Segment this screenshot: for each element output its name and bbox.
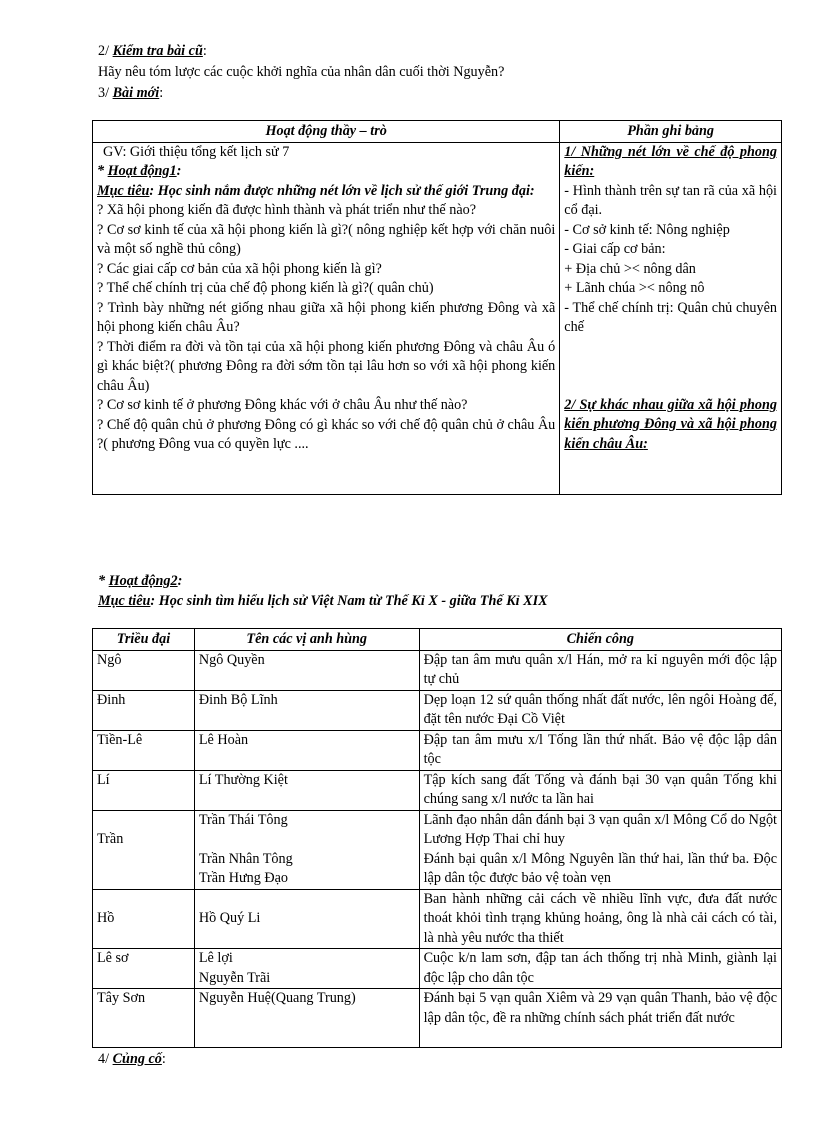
activities-cell <box>93 142 560 494</box>
intro-text: GV: Giới thiệu tổng kết lịch sử 7 <box>103 143 290 160</box>
board-point: + Địa chủ >< nông dân <box>564 260 696 277</box>
table-row <box>93 810 782 889</box>
deeds-cell: Lãnh đạo nhân dân đánh bại 3 vạn quân x/l Mông Cổ do Ngột Lương Hợp Thai chỉ huy Đánh bại quân x/l Mông Nguyên lần thứ hai, lần thứ ba. Độc lập dân tộc được bảo vệ toàn vẹn <box>419 810 781 889</box>
deeds-cell: Đánh bại 5 vạn quân Xiêm và 29 vạn quân Thanh, bảo vệ độc lập dân tộc, đề ra những chính sách phát triển đất nước <box>419 989 781 1048</box>
question-item: ? Thể chế chính trị của chế độ phong kiến là gì?( quân chủ) <box>97 280 434 296</box>
goal-text: : Học sinh tìm hiểu lịch sử Việt Nam từ Thế Kỉ X - giữa Thế Kỉ XIX <box>150 593 548 609</box>
question-item: ? Thời điểm ra đời và tồn tại của xã hội phong kiến phương Đông và châu Âu ó gì khác biệt?( phương Đông ra đời sớm tồn tại lâu hơn so với xã hội phong kiến châu Âu) <box>97 338 556 394</box>
section-number: 4/ <box>98 1051 113 1067</box>
table-header-achievements: Chiến công <box>419 629 781 651</box>
table-row <box>93 889 782 949</box>
activity1-heading: * Hoạt động1: <box>97 163 182 179</box>
question-item: ? Xã hội phong kiến đã được hình thành và phát triển như thế nào? <box>97 202 477 218</box>
table-row <box>93 770 782 810</box>
deeds-cell: Tập kích sang đất Tống và đánh bại 30 vạn quân Tống khi chúng sang x/l nước ta lần hai <box>419 770 781 810</box>
deeds-cell: Ban hành những cải cách về nhiều lĩnh vực, đưa đất nước thoát khỏi tình trạng khủng hoảng, ông là nhà cải cách có tài, là nhà yêu nước tha thiết <box>419 889 781 949</box>
dynasty-cell: Lí <box>93 770 195 810</box>
dynasty-cell: Hồ <box>93 889 195 949</box>
section-title: Bài mới <box>112 85 160 101</box>
question-item: ? Trình bày những nét giống nhau giữa xã hội phong kiến phương Đông và xã hội phong kiến châu Âu? <box>97 299 556 335</box>
heroes-cell: Đinh Bộ Lĩnh <box>194 690 419 730</box>
question-item: ? Các giai cấp cơ bản của xã hội phong kiến là gì? <box>97 260 382 277</box>
deeds-cell: Đập tan âm mưu quân x/l Hán, mở ra kỉ nguyên mới độc lập tự chủ <box>419 650 781 690</box>
deeds-cell: Dẹp loạn 12 sứ quân thống nhất đất nước, lên ngôi Hoàng đế, đặt tên nước Đại Cồ Việt <box>419 690 781 730</box>
board-point: - Hình thành trên sự tan rã của xã hội cổ đại. <box>564 182 777 218</box>
section-title: Củng cố <box>112 1051 162 1067</box>
goal-label: Mục tiêu <box>97 182 150 199</box>
dynasty-cell: Tây Sơn <box>93 989 195 1048</box>
activity1-goal <box>97 182 555 202</box>
board-heading-2: 2/ Sự khác nhau giữa xã hội phong kiến phương Đông và xã hội phong kiến châu Âu: <box>564 396 777 452</box>
dynasty-cell: Đinh <box>93 690 195 730</box>
section-heading-review: 2/ Kiểm tra bài cũ: <box>98 43 207 59</box>
heroes-cell: Trần Thái Tông Trần Nhân Tông Trần Hưng Đạo <box>194 810 419 889</box>
table-header-board-notes: Phần ghi bảng <box>560 121 782 143</box>
board-point: - Giai cấp cơ bản: <box>564 241 666 257</box>
board-point: + Lãnh chúa >< nông nô <box>564 280 705 296</box>
heroes-cell: Lí Thường Kiệt <box>194 770 419 810</box>
section-heading-consolidation: 4/ Củng cố: <box>98 1051 166 1067</box>
heroes-cell: Hồ Quý Li <box>194 889 419 949</box>
dynasty-cell: Lê sơ <box>93 949 195 989</box>
section-heading-new-lesson: 3/ Bài mới: <box>98 85 164 101</box>
deeds-cell: Đập tan âm mưu x/l Tống lần thứ nhất. Bảo vệ độc lập dân tộc <box>419 730 781 770</box>
activity1-title: Hoạt động1 <box>107 163 177 179</box>
question-item: ? Cơ sơ kinh tế của xã hội phong kiến là gì?( nông nghiệp kết hợp với chăn nuôi và một số nghề thủ công) <box>97 221 556 257</box>
dynasty-cell: Ngô <box>93 650 195 690</box>
table-row <box>93 690 782 730</box>
board-point: - Cơ sở kinh tế: Nông nghiệp <box>564 221 730 238</box>
activity2-title: Hoạt động2 <box>108 573 178 589</box>
table-header-activities: Hoạt động thầy – trò <box>93 121 560 143</box>
board-heading-1: 1/ Những nét lớn về chế độ phong kiến: <box>564 143 777 179</box>
heroes-cell: Ngô Quyền <box>194 650 419 690</box>
goal-text: : Học sinh nắm được những nét lớn về lịch sử thế giới Trung đại: <box>149 182 535 199</box>
activity2-heading: * Hoạt động2: <box>98 573 183 589</box>
heroes-cell: Lê Hoàn <box>194 730 419 770</box>
table-row <box>93 650 782 690</box>
section-number: 2/ <box>98 43 113 59</box>
dynasty-cell: Trần <box>93 810 195 889</box>
board-notes-cell <box>560 142 782 494</box>
table-row <box>93 730 782 770</box>
review-question: Hãy nêu tóm lược các cuộc khởi nghĩa của nhân dân cuối thời Nguyễn? <box>98 64 505 80</box>
question-item: ? Cơ sơ kinh tế ở phương Đông khác với ở châu Âu như thế nào? <box>97 397 468 413</box>
section-number: 3/ <box>98 85 113 101</box>
heroes-table <box>92 628 782 1048</box>
activity-table <box>92 120 782 495</box>
section-title: Kiểm tra bài cũ <box>112 43 203 59</box>
table-row <box>93 949 782 989</box>
heroes-cell: Lê lợi Nguyễn Trãi <box>194 949 419 989</box>
table-header-dynasty: Triều đại <box>93 629 195 651</box>
activity2-goal <box>98 592 548 611</box>
board-point: - Thể chế chính trị: Quân chủ chuyên chế <box>564 299 777 335</box>
table-header-heroes: Tên các vị anh hùng <box>194 629 419 651</box>
heroes-cell: Nguyễn Huệ(Quang Trung) <box>194 989 419 1048</box>
dynasty-cell: Tiền-Lê <box>93 730 195 770</box>
table-row <box>93 989 782 1048</box>
goal-label: Mục tiêu <box>98 593 151 609</box>
deeds-cell: Cuộc k/n lam sơn, đập tan ách thống trị nhà Minh, giành lại độc lập cho dân tộc <box>419 949 781 989</box>
question-item: ? Chế độ quân chủ ở phương Đông có gì khác so với chế độ quân chủ ở châu Âu ?( phương Đông vua có quyền lực .... <box>97 416 556 452</box>
